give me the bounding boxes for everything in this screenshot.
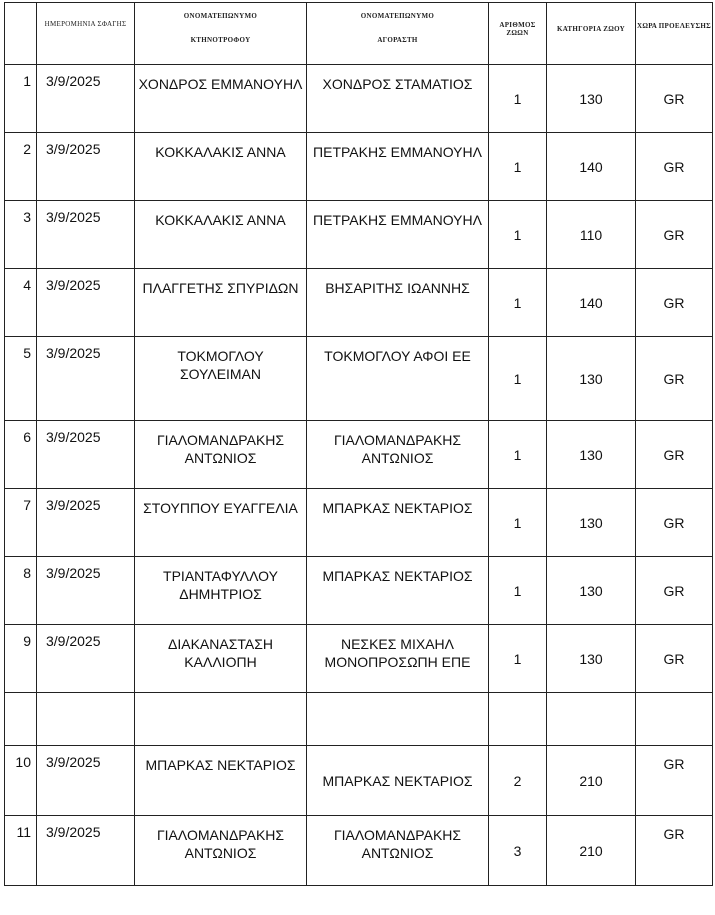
row-count: 1 [489, 489, 547, 557]
row-count: 1 [489, 337, 547, 421]
row-country: GR [636, 557, 713, 625]
slaughter-records-table [4, 2, 713, 886]
header-row [5, 3, 713, 65]
row-category: 130 [547, 337, 636, 421]
row-date: 3/9/2025 [37, 816, 135, 886]
header-farmer-line2: ΚΤΗΝΟΤΡΟΦΟΥ [190, 36, 251, 44]
row-category: 130 [547, 625, 636, 693]
blank-cell [37, 693, 135, 746]
table-row [5, 133, 713, 201]
row-buyer: ΜΠΑΡΚΑΣ ΝΕΚΤΑΡΙΟΣ [307, 557, 489, 625]
header-animal-category: ΚΑΤΗΓΟΡΙΑ ΖΩΟΥ [547, 3, 636, 65]
row-buyer: ΓΙΑΛΟΜΑΝΔΡΑΚΗΣ ΑΝΤΩΝΙΟΣ [307, 421, 489, 489]
blank-cell [489, 693, 547, 746]
blank-cell [636, 693, 713, 746]
row-category: 110 [547, 201, 636, 269]
row-farmer: ΠΛΑΓΓΕΤΗΣ ΣΠΥΡΙΔΩΝ [135, 269, 307, 337]
header-buyer-line1: ΟΝΟΜΑΤΕΠΩΝΥΜΟ [360, 12, 435, 20]
row-country: GR [636, 65, 713, 133]
blank-cell [307, 693, 489, 746]
header-buyer-line2: ΑΓΟΡΑΣΤΗ [377, 36, 418, 44]
table-body [5, 65, 713, 886]
row-buyer: ΤΟΚΜΟΓΛΟΥ ΑΦΟΙ ΕΕ [307, 337, 489, 421]
row-date: 3/9/2025 [37, 557, 135, 625]
row-count: 1 [489, 65, 547, 133]
row-count: 1 [489, 557, 547, 625]
row-buyer: ΜΠΑΡΚΑΣ ΝΕΚΤΑΡΙΟΣ [307, 489, 489, 557]
table-row [5, 201, 713, 269]
row-farmer: ΚΟΚΚΑΛΑΚΙΣ ΑΝΝΑ [135, 133, 307, 201]
row-date: 3/9/2025 [37, 489, 135, 557]
row-farmer: ΤΟΚΜΟΓΛΟΥ ΣΟΥΛΕΙΜΑΝ [135, 337, 307, 421]
row-count: 3 [489, 816, 547, 886]
row-category: 130 [547, 557, 636, 625]
row-count: 1 [489, 625, 547, 693]
row-count: 1 [489, 269, 547, 337]
header-country-of-origin: ΧΩΡΑ ΠΡΟΕΛΕΥΣΗΣ [636, 3, 713, 65]
row-number: 5 [5, 337, 37, 421]
header-animal-count: ΑΡΙΘΜΟΣ ΖΩΩΝ [489, 3, 547, 65]
row-date: 3/9/2025 [37, 746, 135, 816]
blank-cell [135, 693, 307, 746]
row-category: 210 [547, 816, 636, 886]
row-number: 8 [5, 557, 37, 625]
header-buyer-name [307, 3, 489, 65]
row-farmer: ΤΡΙΑΝΤΑΦΥΛΛΟΥ ΔΗΜΗΤΡΙΟΣ [135, 557, 307, 625]
row-number: 2 [5, 133, 37, 201]
row-count: 1 [489, 421, 547, 489]
header-farmer-line1: ΟΝΟΜΑΤΕΠΩΝΥΜΟ [183, 12, 258, 20]
row-country: GR [636, 816, 713, 886]
row-farmer: ΓΙΑΛΟΜΑΝΔΡΑΚΗΣ ΑΝΤΩΝΙΟΣ [135, 816, 307, 886]
row-country: GR [636, 337, 713, 421]
row-country: GR [636, 746, 713, 816]
row-count: 2 [489, 746, 547, 816]
row-country: GR [636, 421, 713, 489]
row-date: 3/9/2025 [37, 269, 135, 337]
row-buyer: ΓΙΑΛΟΜΑΝΔΡΑΚΗΣ ΑΝΤΩΝΙΟΣ [307, 816, 489, 886]
row-buyer: ΧΟΝΔΡΟΣ ΣΤΑΜΑΤΙΟΣ [307, 65, 489, 133]
row-country: GR [636, 269, 713, 337]
table-row [5, 421, 713, 489]
row-number: 4 [5, 269, 37, 337]
row-date: 3/9/2025 [37, 133, 135, 201]
row-country: GR [636, 133, 713, 201]
row-category: 130 [547, 65, 636, 133]
row-farmer: ΧΟΝΔΡΟΣ ΕΜΜΑΝΟΥΗΛ [135, 65, 307, 133]
row-category: 130 [547, 421, 636, 489]
row-farmer: ΣΤΟΥΠΠΟΥ ΕΥΑΓΓΕΛΙΑ [135, 489, 307, 557]
row-farmer: ΓΙΑΛΟΜΑΝΔΡΑΚΗΣ ΑΝΤΩΝΙΟΣ [135, 421, 307, 489]
table-row [5, 489, 713, 557]
row-number: 9 [5, 625, 37, 693]
row-number: 7 [5, 489, 37, 557]
row-number: 1 [5, 65, 37, 133]
row-number: 10 [5, 746, 37, 816]
row-country: GR [636, 489, 713, 557]
table-row [5, 816, 713, 886]
table-header [5, 3, 713, 65]
row-buyer: ΠΕΤΡΑΚΗΣ ΕΜΜΑΝΟΥΗΛ [307, 201, 489, 269]
row-date: 3/9/2025 [37, 201, 135, 269]
blank-row [5, 693, 713, 746]
row-count: 1 [489, 133, 547, 201]
row-number: 11 [5, 816, 37, 886]
row-category: 210 [547, 746, 636, 816]
blank-cell [5, 693, 37, 746]
table-row [5, 269, 713, 337]
row-buyer: ΝΕΣΚΕΣ ΜΙΧΑΗΛ ΜΟΝΟΠΡΟΣΩΠΗ ΕΠΕ [307, 625, 489, 693]
row-farmer: ΚΟΚΚΑΛΑΚΙΣ ΑΝΝΑ [135, 201, 307, 269]
row-buyer: ΒΗΣΑΡΙΤΗΣ ΙΩΑΝΝΗΣ [307, 269, 489, 337]
row-date: 3/9/2025 [37, 421, 135, 489]
table-row [5, 746, 713, 816]
row-category: 140 [547, 269, 636, 337]
row-date: 3/9/2025 [37, 625, 135, 693]
header-row-number [5, 3, 37, 65]
row-date: 3/9/2025 [37, 65, 135, 133]
row-buyer: ΠΕΤΡΑΚΗΣ ΕΜΜΑΝΟΥΗΛ [307, 133, 489, 201]
row-category: 130 [547, 489, 636, 557]
row-date: 3/9/2025 [37, 337, 135, 421]
table-row [5, 65, 713, 133]
row-buyer: ΜΠΑΡΚΑΣ ΝΕΚΤΑΡΙΟΣ [307, 746, 489, 816]
row-farmer: ΜΠΑΡΚΑΣ ΝΕΚΤΑΡΙΟΣ [135, 746, 307, 816]
row-number: 3 [5, 201, 37, 269]
row-country: GR [636, 201, 713, 269]
header-farmer-name [135, 3, 307, 65]
row-count: 1 [489, 201, 547, 269]
row-category: 140 [547, 133, 636, 201]
blank-cell [547, 693, 636, 746]
header-slaughter-date: ΗΜΕΡΟΜΗΝΙΑ ΣΦΑΓΗΣ [37, 3, 135, 65]
row-number: 6 [5, 421, 37, 489]
table-row [5, 337, 713, 421]
row-country: GR [636, 625, 713, 693]
row-farmer: ΔΙΑΚΑΝΑΣΤΑΣΗ ΚΑΛΛΙΟΠΗ [135, 625, 307, 693]
table-row [5, 625, 713, 693]
table-row [5, 557, 713, 625]
